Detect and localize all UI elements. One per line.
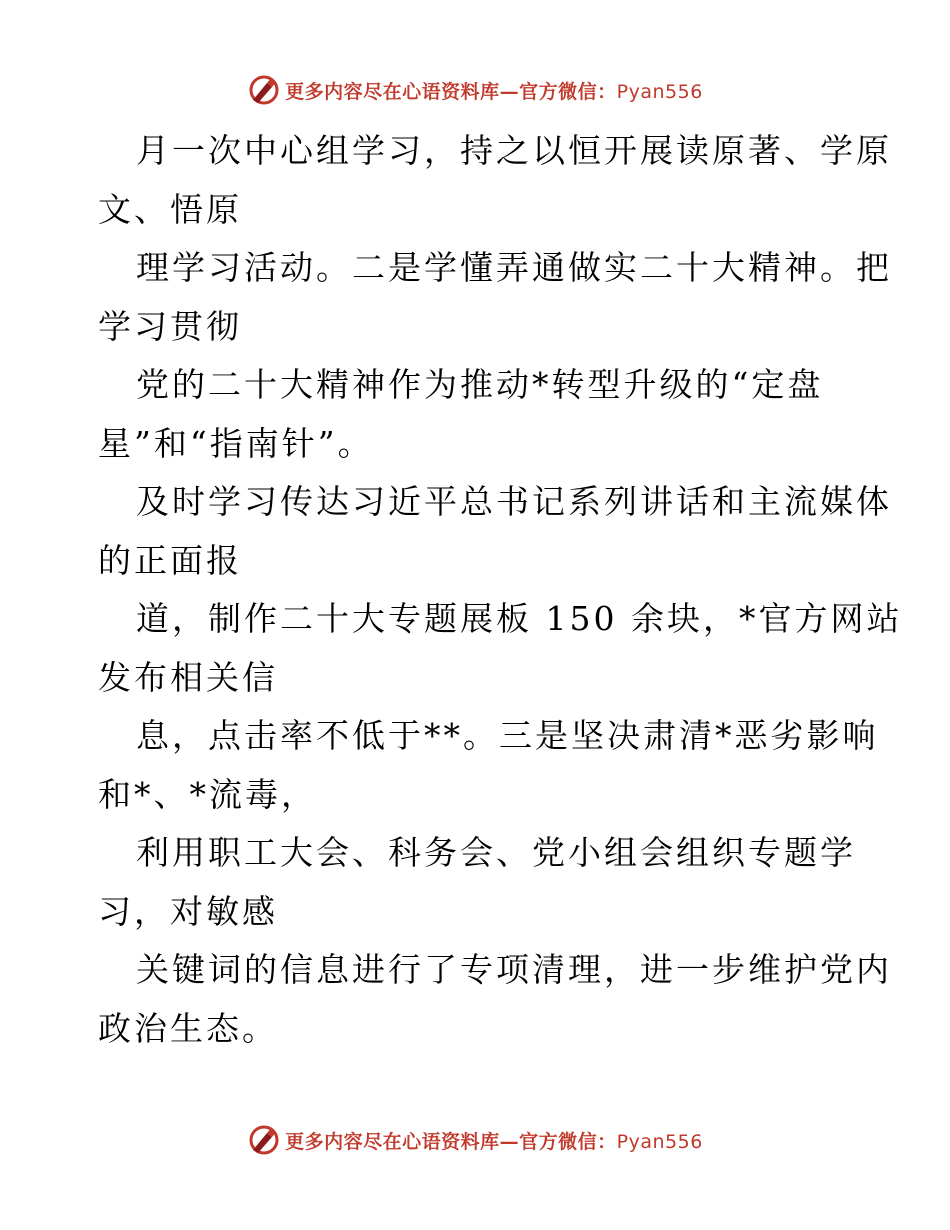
watermark-text [285, 1127, 703, 1154]
watermark-text-latin: Pyan556 [616, 1130, 703, 1153]
text-line: 党的二十大精神作为推动*转型升级的“定盘 [136, 365, 824, 404]
footer-watermark [0, 1122, 950, 1158]
watermark-text [285, 77, 703, 104]
text-line: 和*、*流毒， [98, 774, 317, 814]
watermark-text-cn: 更多内容尽在心语资料库—官方微信： [285, 1130, 617, 1153]
text-line: 的正面报 [98, 540, 242, 580]
text-line: 道，制作二十大专题展板 150 余块，*官方网站 [136, 599, 903, 638]
text-line: 学习贯彻 [98, 306, 242, 346]
text-line: 月一次中心组学习，持之以恒开展读原著、学原 [136, 131, 892, 170]
document-body [98, 122, 903, 1058]
text-line: 及时学习传达习近平总书记系列讲话和主流媒体 [136, 482, 892, 521]
pen-circle-logo-icon [247, 73, 281, 107]
pen-circle-logo-icon [247, 1123, 281, 1157]
text-line: 习，对敏感 [98, 891, 278, 931]
text-line: 利用职工大会、科务会、党小组会组织专题学 [136, 833, 856, 872]
text-line: 发布相关信 [98, 657, 278, 697]
text-line: 政治生态。 [98, 1008, 278, 1048]
text-line: 文、悟原 [98, 189, 242, 229]
text-line: 关键词的信息进行了专项清理，进一步维护党内 [136, 950, 892, 989]
text-line: 息，点击率不低于**。三是坚决肃清*恶劣影响 [136, 716, 879, 755]
watermark-text-latin: Pyan556 [616, 80, 703, 103]
header-watermark [0, 72, 950, 108]
text-line: 星”和“指南针”。 [98, 423, 374, 463]
watermark-text-cn: 更多内容尽在心语资料库—官方微信： [285, 80, 617, 103]
text-line: 理学习活动。二是学懂弄通做实二十大精神。把 [136, 248, 892, 287]
